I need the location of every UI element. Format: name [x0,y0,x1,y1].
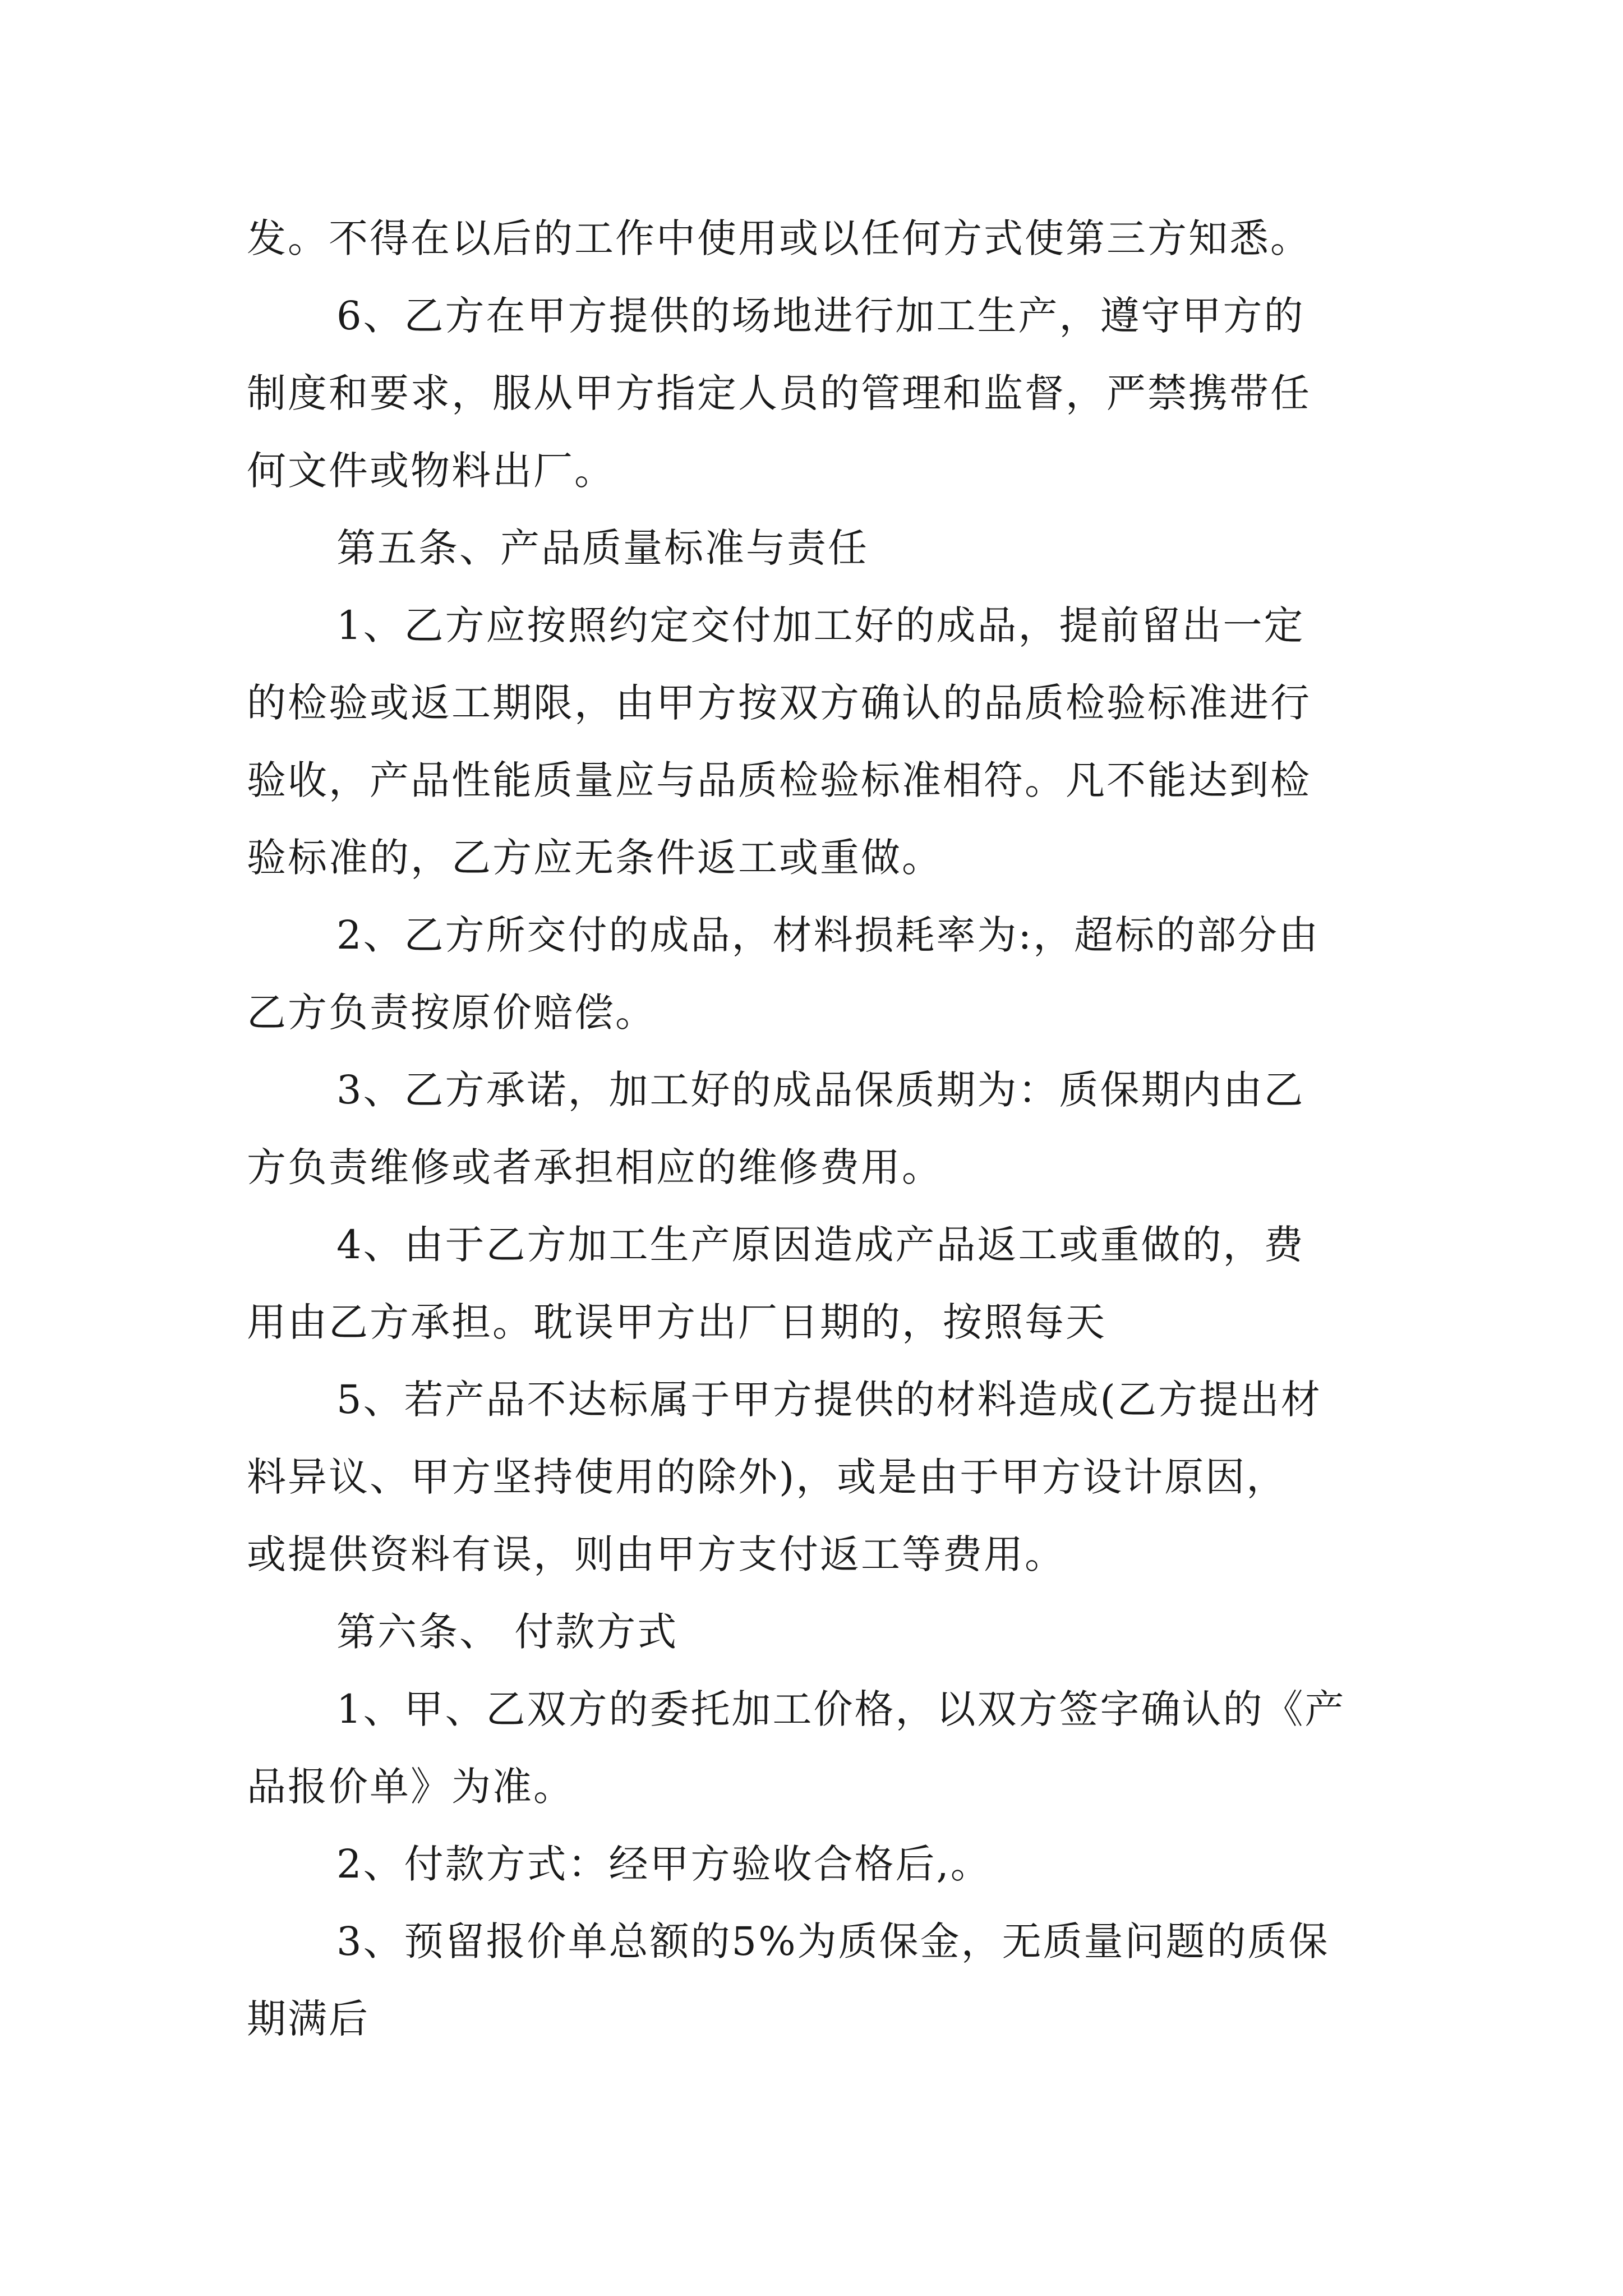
text-line: 方负责维修或者承担相应的维修费用。 [247,1144,943,1190]
text-line: 用由乙方承担。耽误甲方出厂日期的，按照每天 [247,1299,1106,1345]
text-line: 品报价单》为准。 [247,1764,574,1810]
section-heading: 第五条、产品质量标准与责任 [336,525,869,571]
text-line: 乙方负责按原价赔偿。 [247,990,656,1036]
text-line: 2、乙方所交付的成品，材料损耗率为:，超标的部分由 [336,912,1320,958]
text-line: 验收，产品性能质量应与品质检验标准相符。凡不能达到检 [247,757,1311,803]
text-line: 或提供资料有误，则由甲方支付返工等费用。 [247,1531,1066,1577]
text-line: 6、乙方在甲方提供的场地进行加工生产，遵守甲方的 [336,293,1305,339]
text-line: 发。不得在以后的工作中使用或以任何方式使第三方知悉。 [247,215,1311,261]
text-line: 1、甲、乙双方的委托加工价格，以双方签字确认的《产 [336,1686,1346,1732]
section-heading: 第六条、 付款方式 [336,1609,679,1655]
text-line: 料异议、甲方坚持使用的除外)，或是由于甲方设计原因， [247,1454,1288,1500]
text-line: 3、乙方承诺，加工好的成品保质期为：质保期内由乙 [336,1067,1305,1113]
text-line: 验标准的，乙方应无条件返工或重做。 [247,835,943,881]
text-line: 何文件或物料出厂。 [247,448,615,494]
text-line: 制度和要求，服从甲方指定人员的管理和监督，严禁携带任 [247,370,1311,416]
text-line: 4、由于乙方加工生产原因造成产品返工或重做的，费 [336,1222,1305,1268]
text-line: 2、付款方式：经甲方验收合格后,。 [336,1841,992,1887]
text-line: 1、乙方应按照约定交付加工好的成品，提前留出一定 [336,602,1305,648]
text-line: 5、若产品不达标属于甲方提供的材料造成(乙方提出材 [336,1377,1322,1423]
text-line: 的检验或返工期限，由甲方按双方确认的品质检验标准进行 [247,680,1311,726]
text-line: 3、预留报价单总额的5%为质保金，无质量问题的质保 [336,1918,1330,1964]
text-line: 期满后 [247,1996,370,2042]
